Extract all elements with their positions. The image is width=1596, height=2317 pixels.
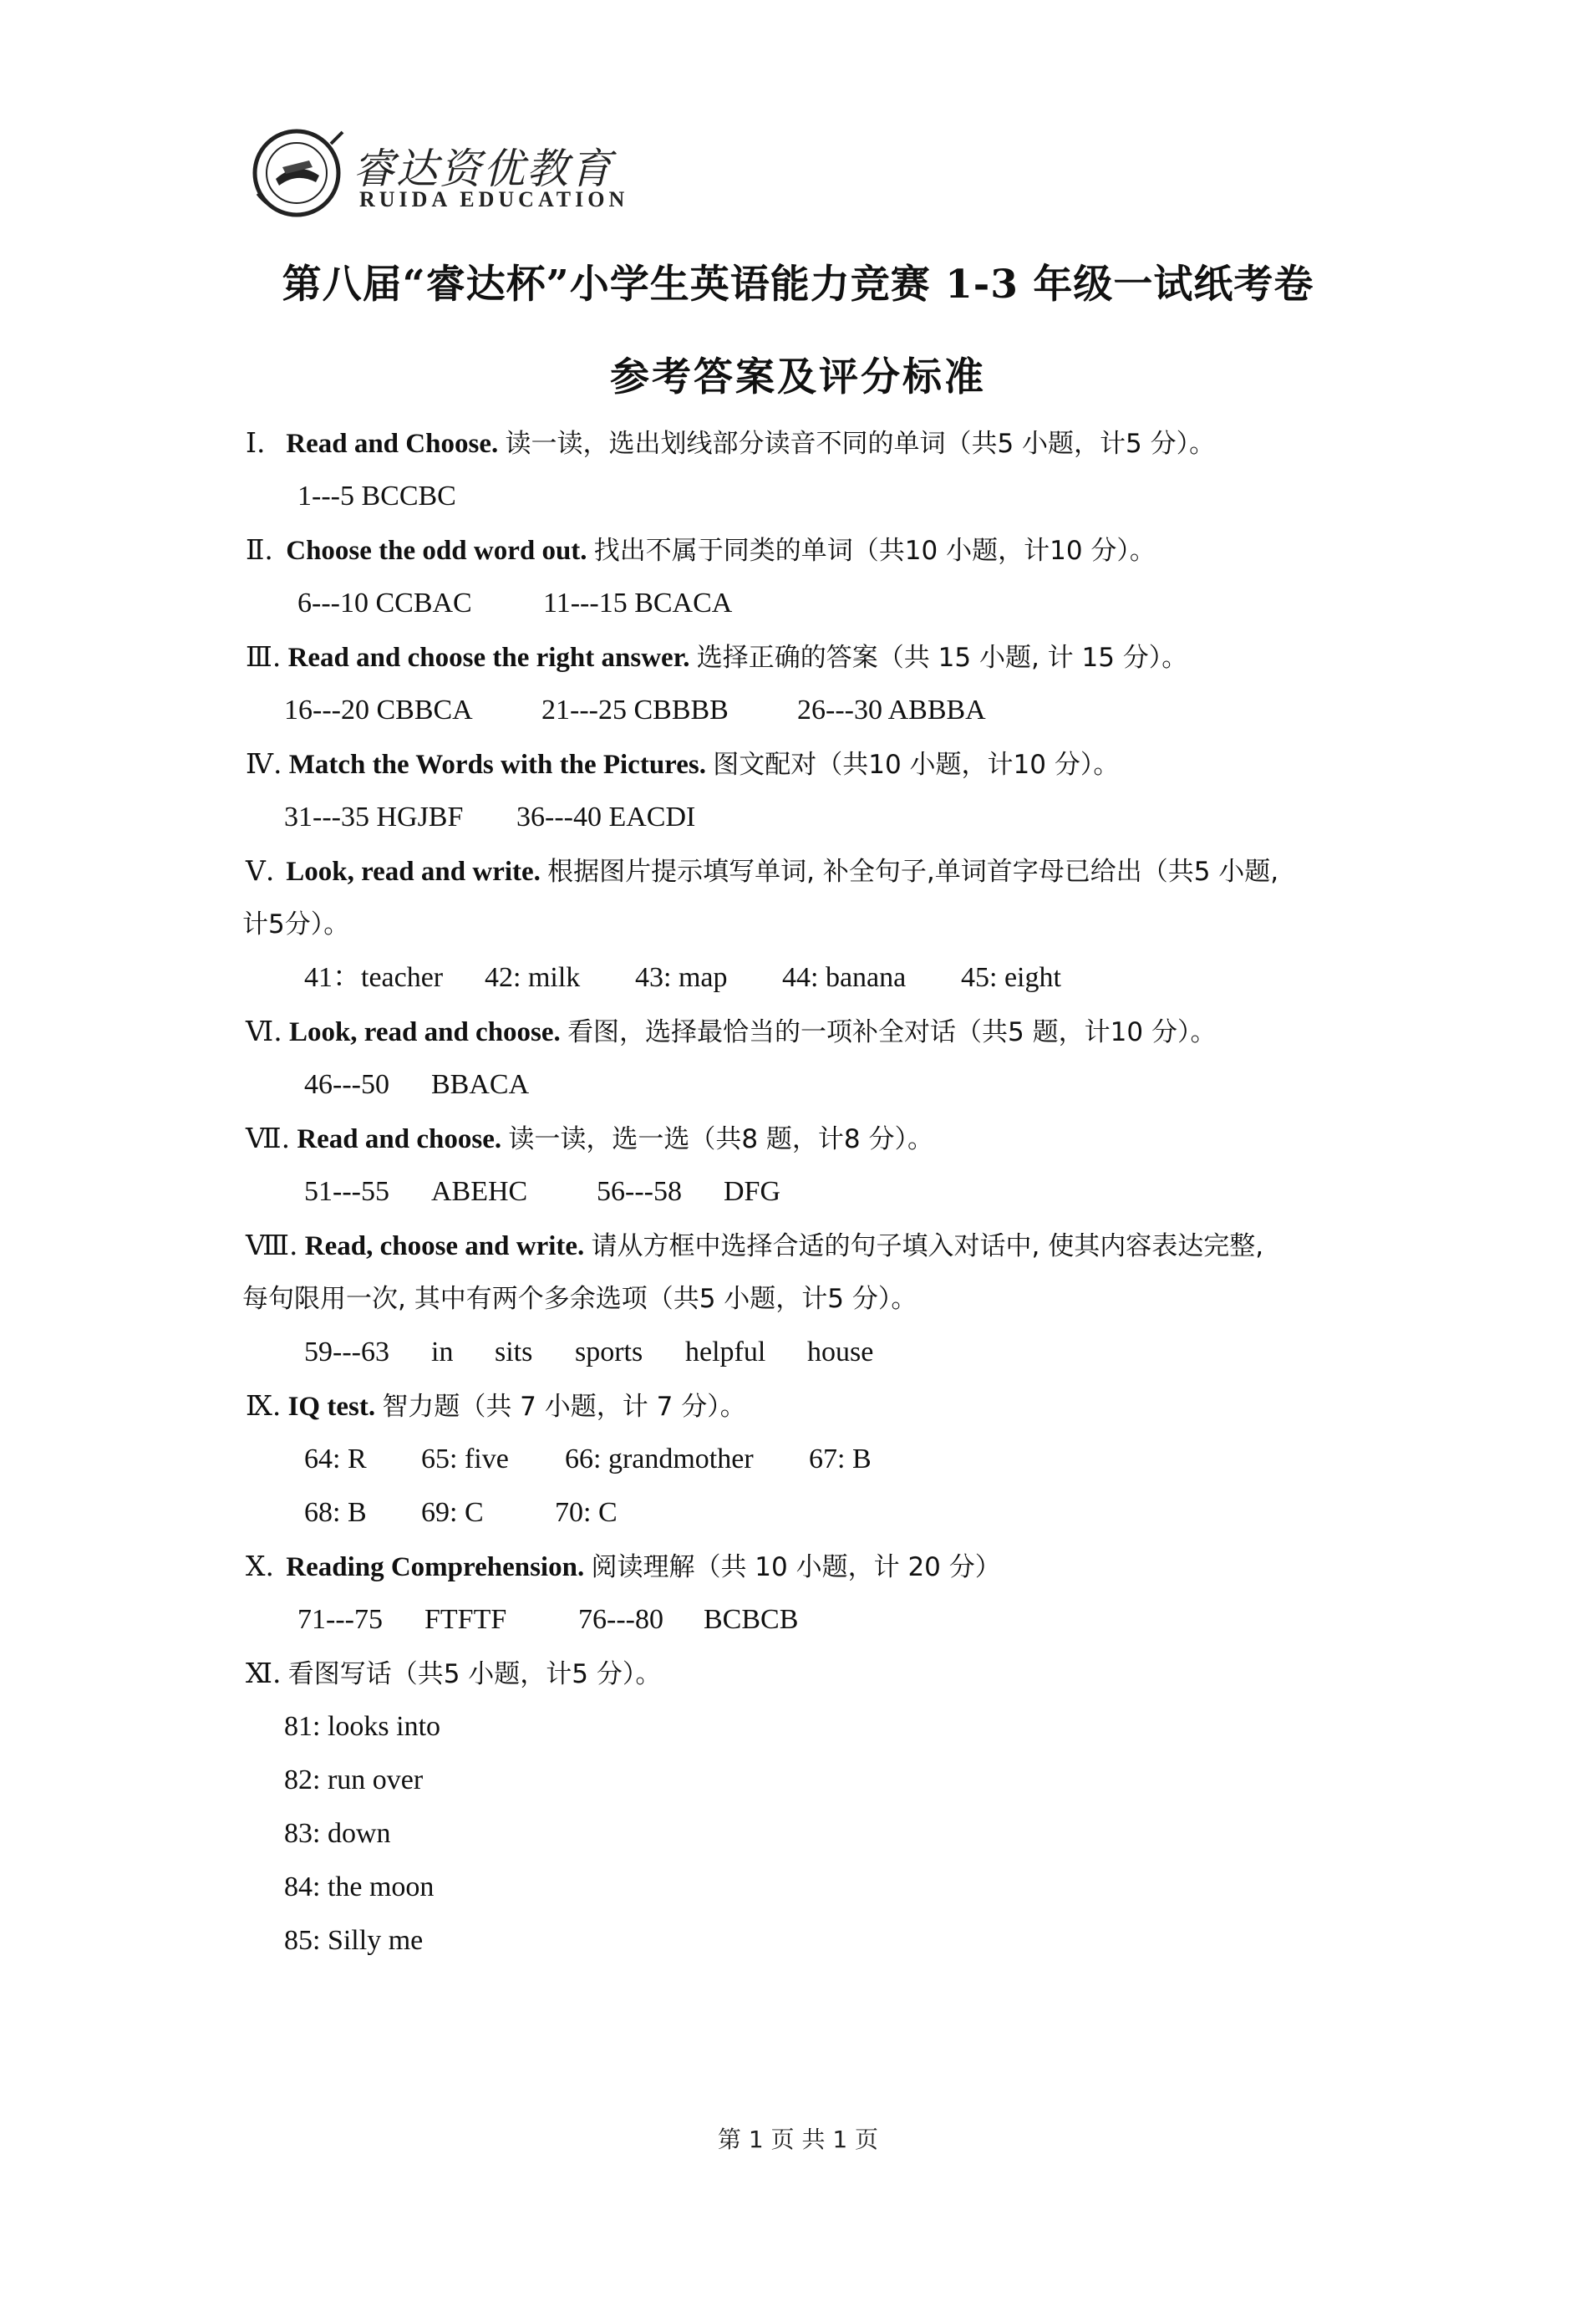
ruida-logo (251, 127, 629, 219)
answer-row: 81: looks into (284, 1711, 441, 1742)
section-heading: Ⅷ. Read, choose and write. 请从方框中选择合适的句子填入对话中, 使其内容表达完整, (246, 1229, 1264, 1261)
section-heading: Ⅸ. IQ test. 智力题（共 7 小题，计 7 分）。 (246, 1389, 746, 1422)
answer-row: 82: run over (284, 1764, 424, 1795)
section-heading: Ⅴ. Look, read and write. 根据图片提示填写单词, 补全句子,单词首字母已给出（共5 小题, (246, 854, 1279, 887)
page-footer: 第 1 页 共 1 页 (717, 2126, 879, 2153)
section-heading: Ⅲ. Read and choose the right answer. 选择正确的答案（共 15 小题, 计 15 分）。 (246, 640, 1188, 673)
section-heading: Ⅶ. Read and choose. 读一读，选一选（共8 题，计8 分）。 (246, 1122, 934, 1154)
section-heading: Ⅹ. Reading Comprehension. 阅读理解（共 10 小题，计 20 分） (246, 1550, 1001, 1582)
section-heading: Ⅱ. Choose the odd word out. 找出不属于同类的单词（共10 小题，计10 分）。 (246, 533, 1156, 566)
page-subtitle: 参考答案及评分标准 (610, 354, 986, 400)
answer-row: 84: the moon (284, 1871, 435, 1902)
logo-english-name: RUIDA EDUCATION (359, 187, 629, 211)
logo-chinese-name: 睿达资优教育 (353, 145, 613, 193)
answer-row: 85: Silly me (284, 1925, 424, 1956)
ruida-emblem-icon (251, 127, 349, 219)
section-heading: Ⅰ. Read and Choose. 读一读，选出划线部分读音不同的单词（共5 小题，计5 分）。 (246, 426, 1216, 459)
page-title: 第八届“睿达杯”小学生英语能力竞赛 1-3 年级一试纸考卷 (282, 262, 1314, 308)
answer-key-page: 睿达资优教育 RUIDA EDUCATION 第八届“睿达杯”小学生英语能力竞赛 1-3 年级一试纸考卷 参考答案及评分标准 Ⅰ. Read and Choose. 读一读，选出划线部分读音不同的单词（共5 小题，计5 分）。 1---5 BCCBC Ⅱ. Choose the odd word out. 找出不属于同类的单词（共10 小题，计10 分）。 6---10 CCBAC 11---15 BCACA Ⅲ. Read and choose the right answer. 选择正确的答案（共 15 小题, 计 15 分）。 16---20 CBBCA 21---25 CBBBB 26---30 ABBBA Ⅳ. Match the Words with the Pictures. 图文配对（共10 小题，计10 分）。 31---35 HGJBF 36---40 EACDI Ⅴ. Look, read and write. 根据图片提示填写单词, 补全句子,单词首字母已给出（共5 小题, 计5分）。 41：teacher 42: milk 43: map 44: banana 45: eight Ⅵ. Look, read and choose. 看图，选择最恰当的一项补全对话（共5 题，计10 分）。 46---50 BBACA Ⅶ. Read and choose. 读一读，选一选（共8 题，计8 分）。 51---55 ABEHC 56---58 DFG Ⅷ. Read, choose and write. 请从方框中选择合适的句子填入对话中, 使其内容表达完整, 每句限用一次, 其中有两个多余选项（共5 小题，计5 分）。 59---63 in sits sports helpful house Ⅸ. IQ test. 智力题（共 7 小题，计 7 分）。 64: R 65: five 66: grandmother 67: B 68: B 69: C 70: C Ⅹ. Reading Comprehension. 阅读理解（共 10 小题，计 20 分） 71---75 FTFTF 76---80 BCBCB Ⅺ. 看图写话（共5 小题，计5 分）。 81: looks into 82: run over 83: down 84: the moon 85: Silly me 第 1 页 共 1 页 (0, 0, 1596, 2317)
section-heading: Ⅳ. Match the Words with the Pictures. 图文配对（共10 小题，计10 分）。 (246, 747, 1120, 780)
answer-row: 83: down (284, 1818, 391, 1849)
section-heading-continued: 计5分）。 (242, 909, 350, 940)
section-heading: Ⅺ. 看图写话（共5 小题，计5 分）。 (246, 1657, 662, 1689)
section-heading: Ⅵ. Look, read and choose. 看图，选择最恰当的一项补全对话（共5 题，计10 分）。 (246, 1015, 1217, 1047)
section-heading-continued: 每句限用一次, 其中有两个多余选项（共5 小题，计5 分）。 (242, 1284, 917, 1314)
